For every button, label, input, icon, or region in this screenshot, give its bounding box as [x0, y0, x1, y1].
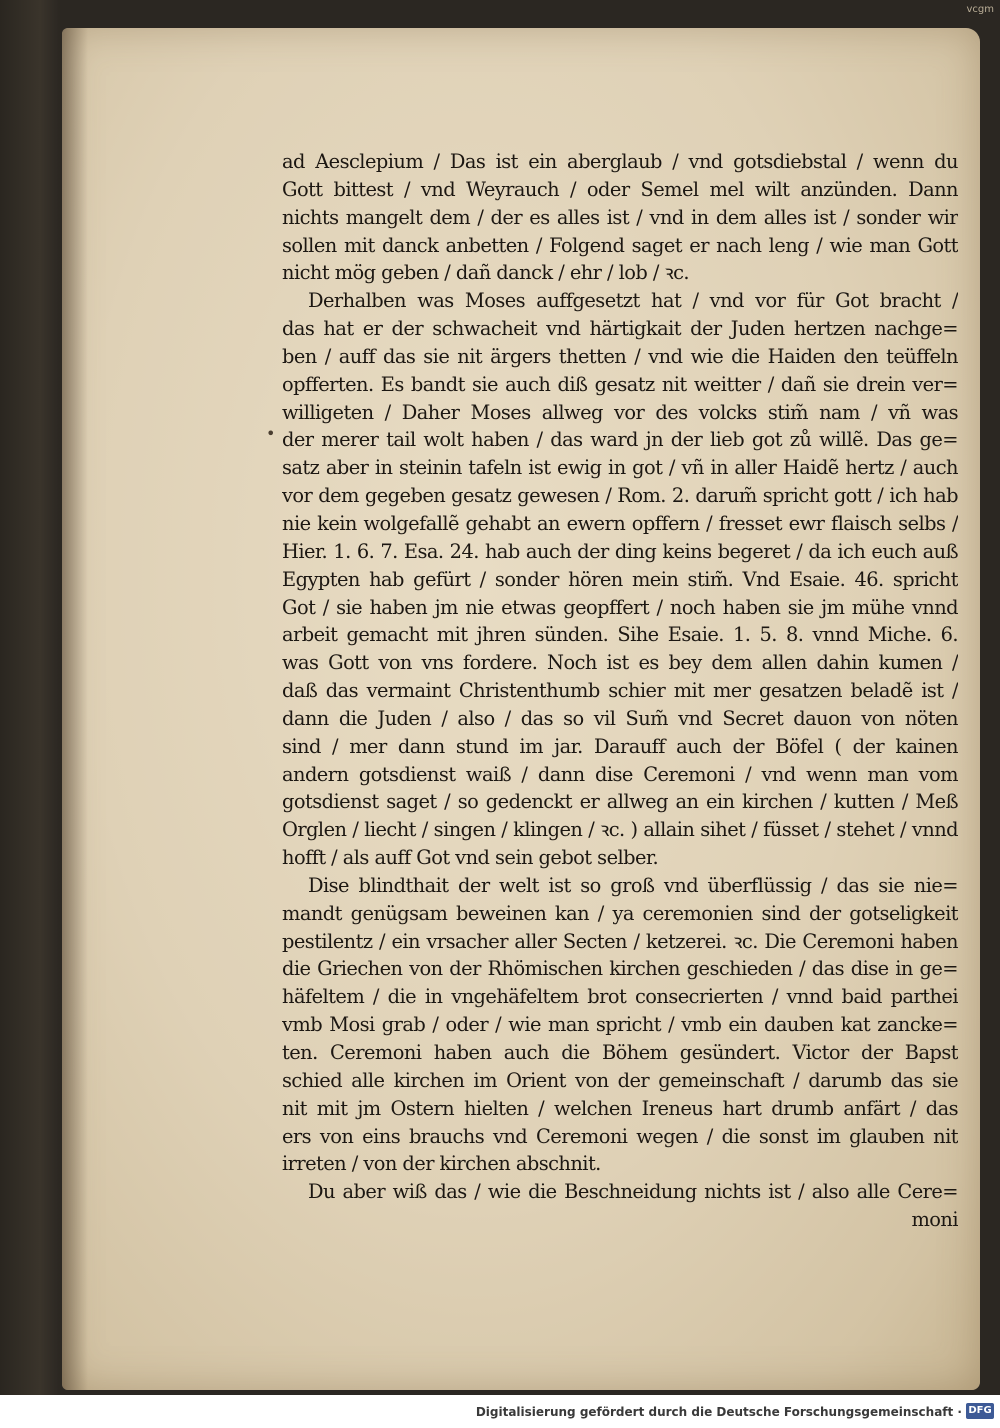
text-line: ad Aesclepium / Das ist ein aberglaub / vnd gotsdiebstal / wenn du — [282, 150, 958, 173]
text-line: Got / sie haben jm nie etwas geopffert / noch haben sie jm mühe vnnd — [282, 595, 958, 619]
text-line: andern gotsdienst waiß / dann dise Ceremoni / vnd wenn man vom — [282, 762, 958, 786]
text-line: Hier. 1. 6. 7. Esa. 24. hab auch der ding keins begeret / da ich euch auß — [282, 539, 958, 563]
text-line: vor dem gegeben gesatz gewesen / Rom. 2. darum̃ spricht gott / ich hab — [282, 484, 958, 508]
text-line: Dise blindthait der welt ist so groß vnd überflüssig / das sie nie= — [308, 873, 958, 897]
text-line: Derhalben was Moses auffgesetzt hat / vnd vor für Got bracht / — [308, 289, 958, 313]
dfg-logo: DFG — [966, 1403, 994, 1419]
text-line: moni — [911, 1208, 958, 1232]
text-line: opfferten. Es bandt sie auch diß gesatz nit weitter / dañ sie drein ver= — [282, 372, 958, 396]
text-line: ers von eins brauchs vnd Ceremoni wegen / die sonst im glauben nit — [282, 1124, 958, 1148]
margin-marker: • — [266, 424, 276, 443]
text-line: sind / mer dann stund im jar. Darauff auch der Böfel ( der kainen — [282, 734, 958, 758]
text-line: satz aber in steinin tafeln ist ewig in got / vñ in aller Haidẽ hertz / auch — [282, 456, 958, 480]
text-line: Gott bittest / vnd Weyrauch / oder Semel mel wilt anzünden. Dann — [282, 177, 958, 201]
text-line: Orglen / liecht / singen / klingen / ꝛc. ) allain sihet / füsset / stehet / vnnd — [282, 818, 958, 842]
footer-credit: Digitalisierung gefördert durch die Deutsche Forschungsgemeinschaft · — [475, 1405, 962, 1419]
text-line: nicht mög geben / dañ danck / ehr / lob / ꝛc. — [282, 261, 690, 285]
text-line: was Gott von vns fordere. Noch ist es bey dem allen dahin kumen / — [282, 651, 958, 675]
text-line: hofft / als auff Got vnd sein gebot selber. — [282, 846, 659, 870]
text-line: willigeten / Daher Moses allweg vor des volcks stim̃ nam / vñ was — [282, 400, 958, 424]
text-line: schied alle kirchen im Orient von der gemeinschaft / darumb das sie — [282, 1068, 958, 1092]
text-line: gotsdienst saget / so gedenckt er allweg an ein kirchen / kutten / Meß — [282, 790, 958, 814]
text-line: irreten / von der kirchen abschnit. — [282, 1152, 601, 1176]
text-line: pestilentz / ein vrsacher aller Secten / ketzerei. ꝛc. Die Ceremoni haben — [282, 929, 958, 953]
text-line: nichts mangelt dem / der es alles ist / vnd in dem alles ist / sonder wir — [282, 205, 958, 229]
text-line: ten. Ceremoni haben auch die Böhem gesündert. Victor der Bapst — [282, 1041, 958, 1064]
corner-mark: vcgm — [966, 4, 994, 15]
text-line: ben / auff das sie nit ärgers thetten / vnd wie die Haiden den teüffeln — [282, 344, 958, 368]
text-line: arbeit gemacht mit jhren sünden. Sihe Esaie. 1. 5. 8. vnnd Miche. 6. — [282, 623, 958, 647]
text-line: häfeltem / die in vngehäfeltem brot consecrierten / vnnd baid parthei — [282, 985, 958, 1009]
text-line: Du aber wiß das / wie die Beschneidung nichts ist / also alle Cere= — [308, 1180, 958, 1204]
text-line: der merer tail wolt haben / das ward jn der lieb got zů willẽ. Das ge= — [282, 428, 958, 452]
page-gutter-shadow — [62, 28, 88, 1390]
text-line: sollen mit danck anbetten / Folgend saget er nach leng / wie man Gott — [282, 233, 958, 257]
text-line: dann die Juden / also / das so vil Sum̃ vnd Secret dauon von nöten — [282, 706, 958, 730]
text-line: das hat er der schwacheit vnd härtigkait der Juden hertzen nachge= — [282, 317, 958, 341]
text-line: vmb Mosi grab / oder / wie man spricht / vmb ein dauben kat zancke= — [282, 1013, 958, 1037]
text-line: nit mit jm Ostern hielten / welchen Ireneus hart drumb anfärt / das — [282, 1096, 958, 1120]
text-line: die Griechen von der Rhömischen kirchen geschieden / das dise in ge= — [282, 957, 958, 981]
text-line: nie kein wolgefallẽ gehabt an ewern opffern / fresset ewr flaisch selbs / — [282, 511, 958, 535]
text-line: mandt genügsam beweinen kan / ya ceremonien sind der gotseligkeit — [282, 901, 958, 925]
text-line: daß das vermaint Christenthumb schier mit mer gesatzen beladẽ ist / — [282, 679, 958, 703]
footer-bar — [0, 1395, 1000, 1428]
body-text — [282, 148, 958, 1234]
text-line: Egypten hab gefürt / sonder hören mein stim̃. Vnd Esaie. 46. spricht — [282, 567, 958, 591]
